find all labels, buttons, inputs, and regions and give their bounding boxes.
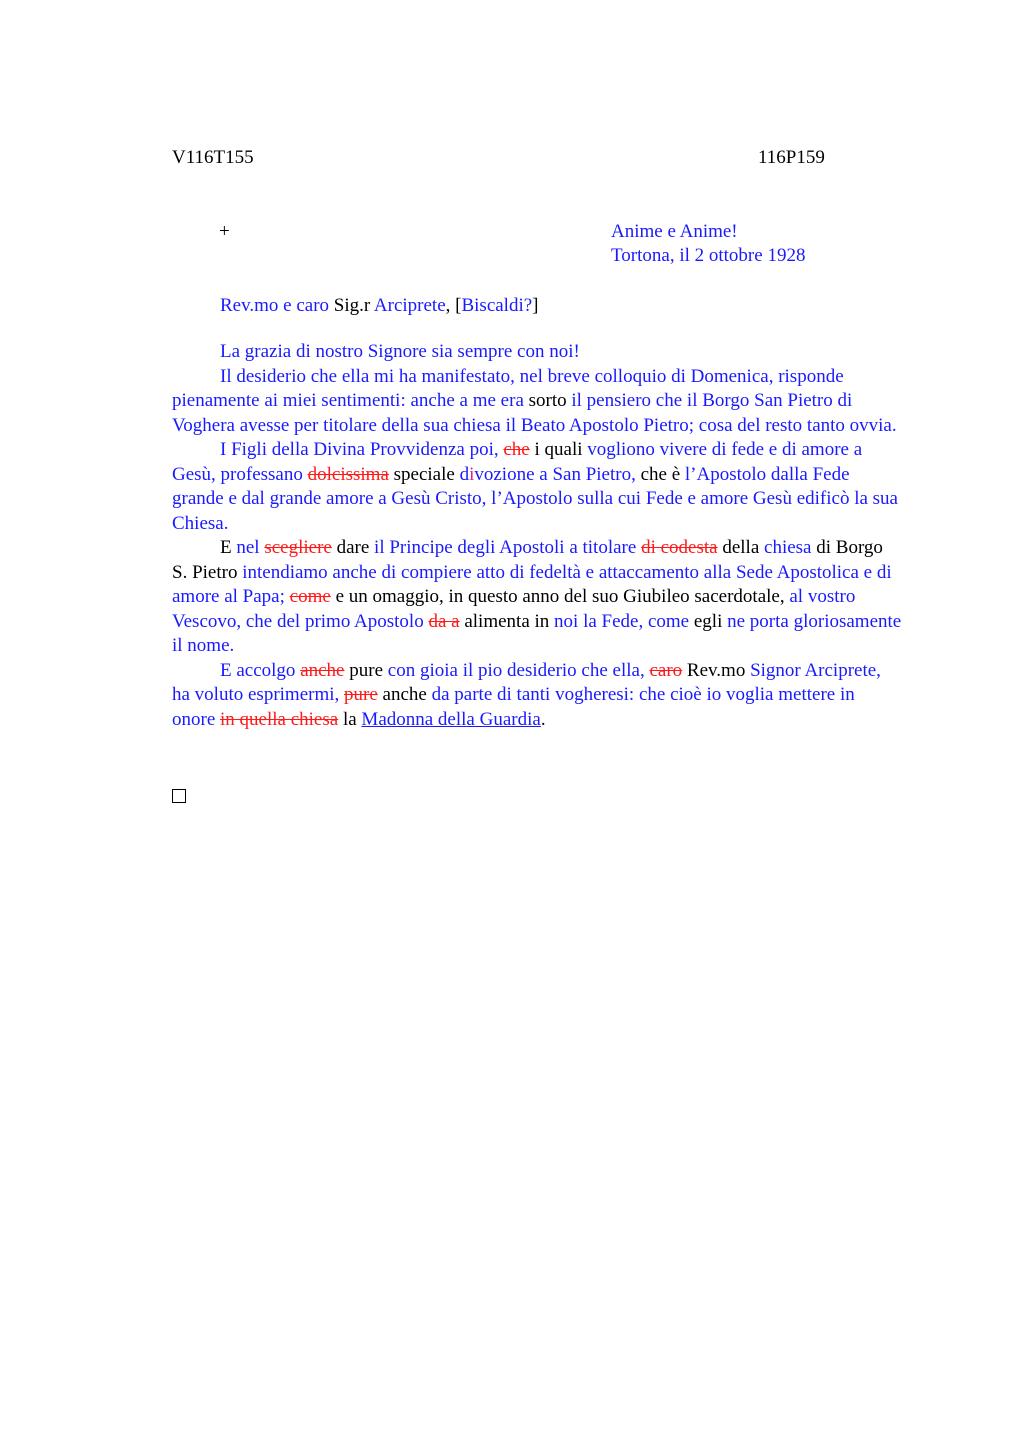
text-segment: Signor Arciprete, ha voluto esprimermi, xyxy=(172,659,881,705)
text-segment: i xyxy=(469,463,475,485)
deleted-text: caro xyxy=(649,659,683,681)
text-segment: Rev.mo e caro xyxy=(220,295,334,316)
text-segment: il pensiero che il Borgo San Pietro di Voghera avesse per titolare della sua chiesa il Beato Apostolo Pietro; cosa del resto tanto ovvia. xyxy=(172,390,897,436)
deleted-text: come xyxy=(289,586,331,607)
deleted-text: anche xyxy=(300,659,345,681)
deleted-text: di codesta xyxy=(641,537,718,558)
text-segment: della xyxy=(717,537,765,558)
text-segment: e un omaggio, in questo anno del suo Giubileo sacerdotale, xyxy=(330,586,790,607)
end-box-icon xyxy=(172,783,186,810)
text-segment: . xyxy=(540,708,546,730)
text-segment: ] xyxy=(532,295,539,316)
deleted-text: che xyxy=(503,439,530,460)
place-date: Tortona, il 2 ottobre 1928 xyxy=(611,245,806,266)
text-segment: La grazia di nostro Signore sia sempre con noi! xyxy=(220,341,580,362)
paragraph xyxy=(172,536,902,659)
text-segment: Il desiderio che ella mi ha manifestato, nel breve colloquio di Domenica, risponde pienamente ai miei sentimenti: anche a me era xyxy=(172,365,844,411)
text-segment: il Principe degli Apostoli a titolare xyxy=(374,537,642,558)
deleted-text: scegliere xyxy=(264,537,332,558)
text-segment: noi la Fede, come xyxy=(554,610,694,632)
text-segment: al vostro Vescovo, che del primo Apostolo xyxy=(172,586,856,632)
paragraph xyxy=(172,365,902,439)
motto: Anime e Anime! xyxy=(611,221,738,242)
text-segment: intendiamo anche di compiere atto di fedeltà e attaccamento alla Sede Apostolica e di amore al Papa; xyxy=(172,561,892,607)
header-right-code: 116P159 xyxy=(758,147,825,168)
text-segment: Arciprete xyxy=(373,295,446,316)
text-segment: di Borgo S. Pietro xyxy=(172,537,883,583)
text-segment: , [ xyxy=(445,295,462,316)
text-segment: vozione a San Pietro, xyxy=(474,463,641,485)
text-segment: nel xyxy=(236,537,265,558)
text-segment: ne porta gloriosamente il nome. xyxy=(172,610,902,656)
text-segment: sorto xyxy=(528,390,572,411)
text-segment: Sig.r xyxy=(333,295,374,316)
paragraph xyxy=(172,438,902,536)
header-left-code: V116T155 xyxy=(172,147,254,168)
text-segment: vogliono vivere di fede e di amore a Gesù, professano xyxy=(172,439,863,485)
text-segment: grande e dal grande amore a Gesù Cristo, l’Apostolo sulla cui Fede e amore Gesù edificò la sua Chiesa. xyxy=(172,488,898,534)
cross-symbol: + xyxy=(219,221,230,242)
letter-body xyxy=(172,340,902,732)
text-segment: E accolgo xyxy=(220,659,301,681)
deleted-text: in quella chiesa xyxy=(220,708,339,730)
text-segment: alimenta in xyxy=(459,610,555,632)
text-segment: Rev.mo xyxy=(682,659,751,681)
text-segment: d xyxy=(459,463,470,485)
text-segment: pure xyxy=(344,659,388,681)
paragraph xyxy=(172,340,902,365)
text-segment: la xyxy=(338,708,362,730)
text-segment: Biscaldi? xyxy=(461,295,533,316)
text-segment: dare xyxy=(331,537,375,558)
text-segment: Madonna della Guardia xyxy=(361,708,541,730)
text-segment: con gioia il pio desiderio che ella, xyxy=(387,659,650,681)
text-segment: da parte di tanti vogheresi: che cioè io voglia mettere in onore xyxy=(172,684,855,730)
text-segment: speciale xyxy=(388,463,460,485)
deleted-text: da a xyxy=(428,610,460,632)
text-segment: E xyxy=(220,537,237,558)
deleted-text: dolcissima xyxy=(307,463,389,485)
salutation xyxy=(220,294,539,318)
text-segment: egli xyxy=(693,610,728,632)
text-segment: l’Apostolo dalla Fede xyxy=(684,463,850,485)
text-segment: i quali xyxy=(529,439,588,460)
text-segment: anche xyxy=(377,684,432,705)
text-segment: che è xyxy=(640,463,685,485)
deleted-text: pure xyxy=(344,684,378,705)
text-segment: I Figli della Divina Provvidenza poi, xyxy=(220,439,504,460)
text-segment: chiesa xyxy=(764,537,817,558)
paragraph xyxy=(172,659,902,733)
